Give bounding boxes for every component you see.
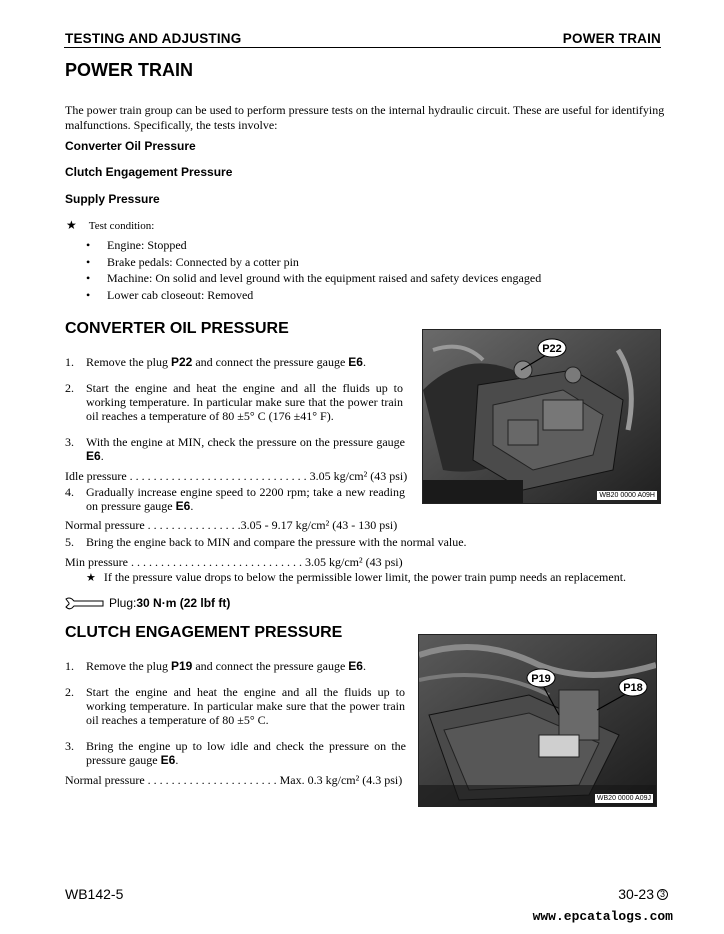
converter-step-5 [65, 535, 665, 549]
step-text: Gradually increase engine speed to 2200 rpm; take a new reading on pressure gauge [86, 485, 405, 513]
callout-p22: P22 [542, 343, 562, 355]
step-text: Bring the engine back to MIN and compare the pressure with the normal value. [86, 535, 467, 549]
test-item-supply: Supply Pressure [65, 192, 160, 206]
step-number: 5. [65, 535, 74, 549]
section-title-clutch: CLUTCH ENGAGEMENT PRESSURE [65, 624, 343, 641]
normal-pressure-value: Normal pressure . . . . . . . . . . . . . . . .3.05 - 9.17 kg/cm² (43 - 130 psi) [65, 518, 398, 532]
clutch-normal-pressure-value: Normal pressure . . . . . . . . . . . . . . . . . . . . . . Max. 0.3 kg/cm² (4.3 psi) [65, 773, 403, 787]
step-text: . [175, 753, 179, 767]
step-text: . [362, 355, 366, 369]
test-item-clutch: Clutch Engagement Pressure [65, 165, 233, 179]
photo-caption: WB20 0000 A09J [596, 795, 651, 802]
step-text: and connect the pressure gauge [192, 659, 349, 673]
test-condition [66, 218, 154, 232]
list-item: • Lower cab closeout: Removed [86, 288, 541, 305]
clutch-photo [418, 634, 657, 807]
converter-photo [422, 329, 661, 504]
clutch-step-2 [65, 685, 405, 727]
step-text: Start the engine and heat the engine and all the fluids up to working temperature. In particular make sure that the power train oil reaches a temperature of 80 ±5° C (176 ±41° F). [86, 381, 403, 423]
gauge-code: E6 [86, 449, 101, 463]
footer-page-number [618, 886, 668, 902]
step-text: . [190, 499, 194, 513]
torque-spec [65, 596, 230, 610]
gauge-code: E6 [175, 499, 191, 513]
header-rule [64, 47, 661, 48]
step-text: . [362, 659, 366, 673]
list-item: • Brake pedals: Connected by a cotter pin [86, 255, 541, 272]
revision-badge: 3 [657, 889, 668, 900]
step-text: Remove the plug [86, 355, 171, 369]
intro-paragraph: The power train group can be used to perform pressure tests on the internal hydraulic circuit. These are useful for identifying malfunctions. Specifically, the tests involve: [65, 103, 665, 132]
star-icon: ★ [66, 218, 77, 232]
page-title: POWER TRAIN [65, 60, 193, 80]
step-text: Bring the engine up to low idle and check the pressure on the pressure gauge [86, 739, 406, 767]
step-number: 1. [65, 659, 74, 673]
step-text: With the engine at MIN, check the pressure on the pressure gauge [86, 435, 405, 449]
plug-code: P19 [170, 659, 193, 673]
callout-p19: P19 [531, 673, 551, 685]
test-condition-list [86, 238, 541, 305]
callout-layer [419, 635, 656, 806]
note-text: If the pressure value drops to below the permissible lower limit, the power train pump needs an replacement. [103, 570, 627, 584]
plug-code: P22 [170, 355, 193, 369]
converter-step-3 [65, 435, 405, 463]
footer-model: WB142-5 [65, 886, 124, 902]
torque-prefix: Plug: [109, 596, 137, 610]
callout-layer [423, 330, 660, 503]
step-number: 3. [65, 435, 74, 449]
converter-step-1 [65, 355, 405, 369]
header-chapter-title: POWER TRAIN [562, 31, 661, 46]
step-number: 1. [65, 355, 74, 369]
idle-pressure-value: Idle pressure . . . . . . . . . . . . . . . . . . . . . . . . . . . . . . 3.05 kg/cm² (43 psi) [65, 469, 408, 483]
converter-note [86, 570, 626, 585]
step-text: . [100, 449, 104, 463]
converter-step-4 [65, 485, 405, 513]
test-condition-label: Test condition: [88, 220, 155, 232]
photo-caption: WB20 0000 A09H [599, 492, 655, 499]
step-number: 4. [65, 485, 74, 499]
min-pressure-value: Min pressure . . . . . . . . . . . . . . . . . . . . . . . . . . . . . 3.05 kg/cm² (43 psi) [65, 555, 403, 569]
step-text: Start the engine and heat the engine and all the fluids up to working temperature. In particular make sure that the power train oil reaches a temperature of 80 ±5° C. [86, 685, 405, 727]
page-number: 30-23 [618, 886, 654, 902]
step-text: Remove the plug [86, 659, 171, 673]
watermark: www.epcatalogs.com [532, 909, 673, 924]
clutch-step-3 [65, 739, 406, 767]
gauge-code: E6 [348, 659, 363, 673]
gauge-code: E6 [348, 355, 363, 369]
step-number: 2. [65, 685, 74, 699]
section-title-converter: CONVERTER OIL PRESSURE [65, 320, 289, 337]
list-item: • Engine: Stopped [86, 238, 541, 255]
step-text: and connect the pressure gauge [192, 355, 349, 369]
test-item-converter: Converter Oil Pressure [65, 139, 196, 153]
converter-step-2 [65, 381, 403, 423]
list-item: • Machine: On solid and level ground with the equipment raised and safety devices engaged [86, 271, 541, 288]
step-number: 3. [65, 739, 74, 753]
wrench-icon [65, 596, 105, 610]
header-section-title: TESTING AND ADJUSTING [65, 31, 242, 46]
step-number: 2. [65, 381, 74, 395]
torque-value: 30 N·m (22 lbf ft) [136, 596, 231, 610]
callout-p18: P18 [623, 682, 643, 694]
star-icon: ★ [86, 571, 96, 584]
clutch-step-1 [65, 659, 405, 673]
gauge-code: E6 [160, 753, 176, 767]
